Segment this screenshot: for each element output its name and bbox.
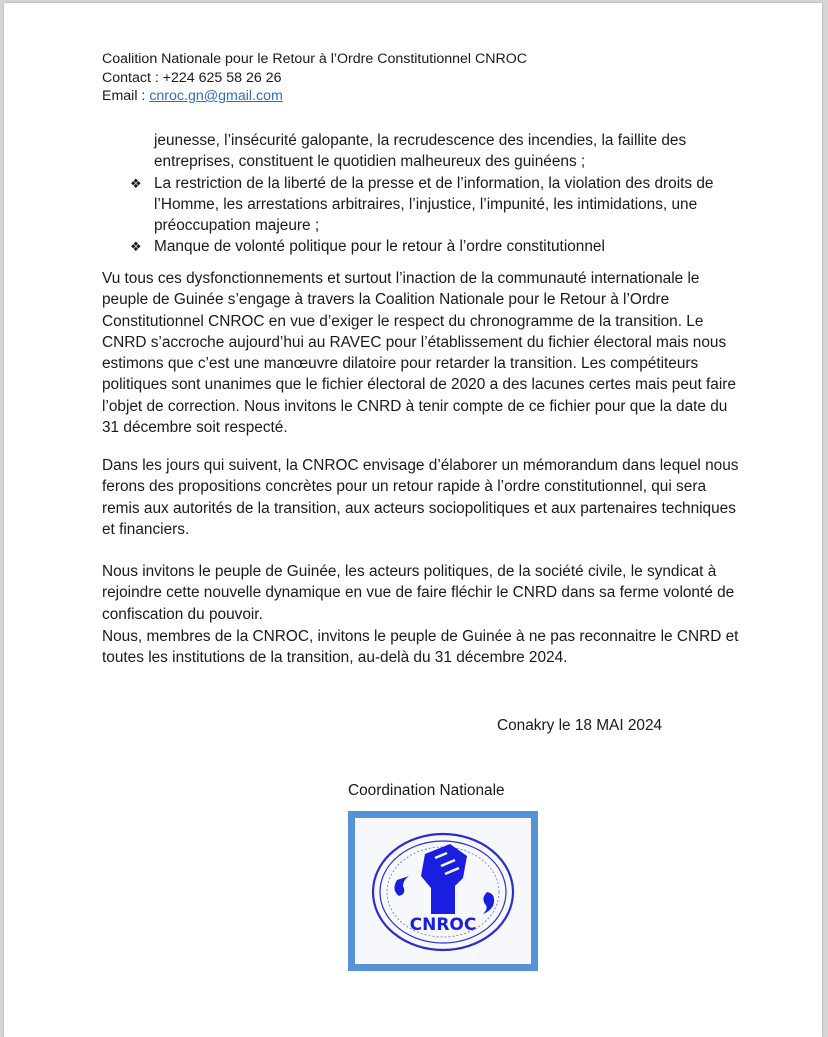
- email-label: Email :: [102, 88, 150, 104]
- cnroc-logo: [355, 818, 531, 964]
- email-link[interactable]: cnroc.gn@gmail.com: [149, 88, 283, 104]
- diamond-bullet-icon: ❖: [130, 239, 142, 255]
- paragraph-1: Vu tous ces dysfonctionnements et surtout l’inaction de la communauté internationale le peuple de Guinée s’engage à travers la Coalition Nationale pour le Retour à l’Ordre Constitutionnel CNROC en vue d’exiger le respect du chronogramme de la transition. Le CNRD s’accroche aujourd’hui au RAVEC pour l’établissement du fichier électoral mais nous estimons que c’est une manœuvre dilatoire pour retarder la transition. Les compétiteurs politiques sont unanimes que le fichier électoral de 2020 a des lacunes certes mais peut faire l’objet de correction. Nous invitons le CNRD à tenir compte de ce fichier pour que la date du 31 décembre soit respecté.: [102, 270, 736, 437]
- document-page: [4, 3, 822, 1037]
- paragraph-3: Nous invitons le peuple de Guinée, les acteurs politiques, de la société civile, le syndicat à rejoindre cette nouvelle dynamique en vue de faire fléchir le CNRD dans sa ferme volonté de confiscation du pouvoir.: [102, 563, 735, 623]
- logo-frame: [348, 811, 538, 971]
- email-line: [102, 87, 527, 106]
- contact-line: [102, 69, 527, 88]
- bullet-continuation: jeunesse, l’insécurité galopante, la recrudescence des incendies, la faillite des entreprises, constituent le quotidien malheureux des guinéens ;: [154, 132, 687, 171]
- list-item: [102, 236, 742, 257]
- logo-text: CNROC: [409, 915, 477, 935]
- contact-label: Contact :: [102, 69, 163, 86]
- paragraph-2: Dans les jours qui suivent, la CNROC envisage d’élaborer un mémorandum dans lequel nous ferons des propositions concrètes pour un retour rapide à l’ordre constitutionnel, qui sera remis aux autorités de la transition, aux acteurs sociopolitiques et aux partenaires techniques et financiers.: [102, 457, 739, 538]
- org-name: Coalition Nationale pour le Retour à l’Ordre Constitutionnel CNROC: [102, 51, 528, 67]
- date-line: Conakry le 18 MAI 2024: [497, 717, 663, 734]
- signature: Coordination Nationale: [348, 782, 505, 799]
- diamond-bullet-icon: ❖: [130, 175, 142, 191]
- paragraph-4: Nous, membres de la CNROC, invitons le peuple de Guinée à ne pas reconnaitre le CNRD et toutes les institutions de la transition, au-delà du 31 décembre 2024.: [102, 628, 739, 667]
- raised-fist-icon: [355, 818, 531, 964]
- contact-phone: +224 625 58 26 26: [162, 69, 282, 86]
- letterhead: [102, 50, 527, 106]
- list-item-text: Manque de volonté politique pour le retour à l’ordre constitutionnel: [154, 238, 605, 256]
- bullet-list: [102, 130, 742, 258]
- list-item-text: La restriction de la liberté de la presse et de l’information, la violation des droits de l’Homme, les arrestations arbitraires, l’injustice, l’impunité, les intimidations, une préoccupation majeure ;: [154, 174, 714, 235]
- list-item: [102, 173, 742, 237]
